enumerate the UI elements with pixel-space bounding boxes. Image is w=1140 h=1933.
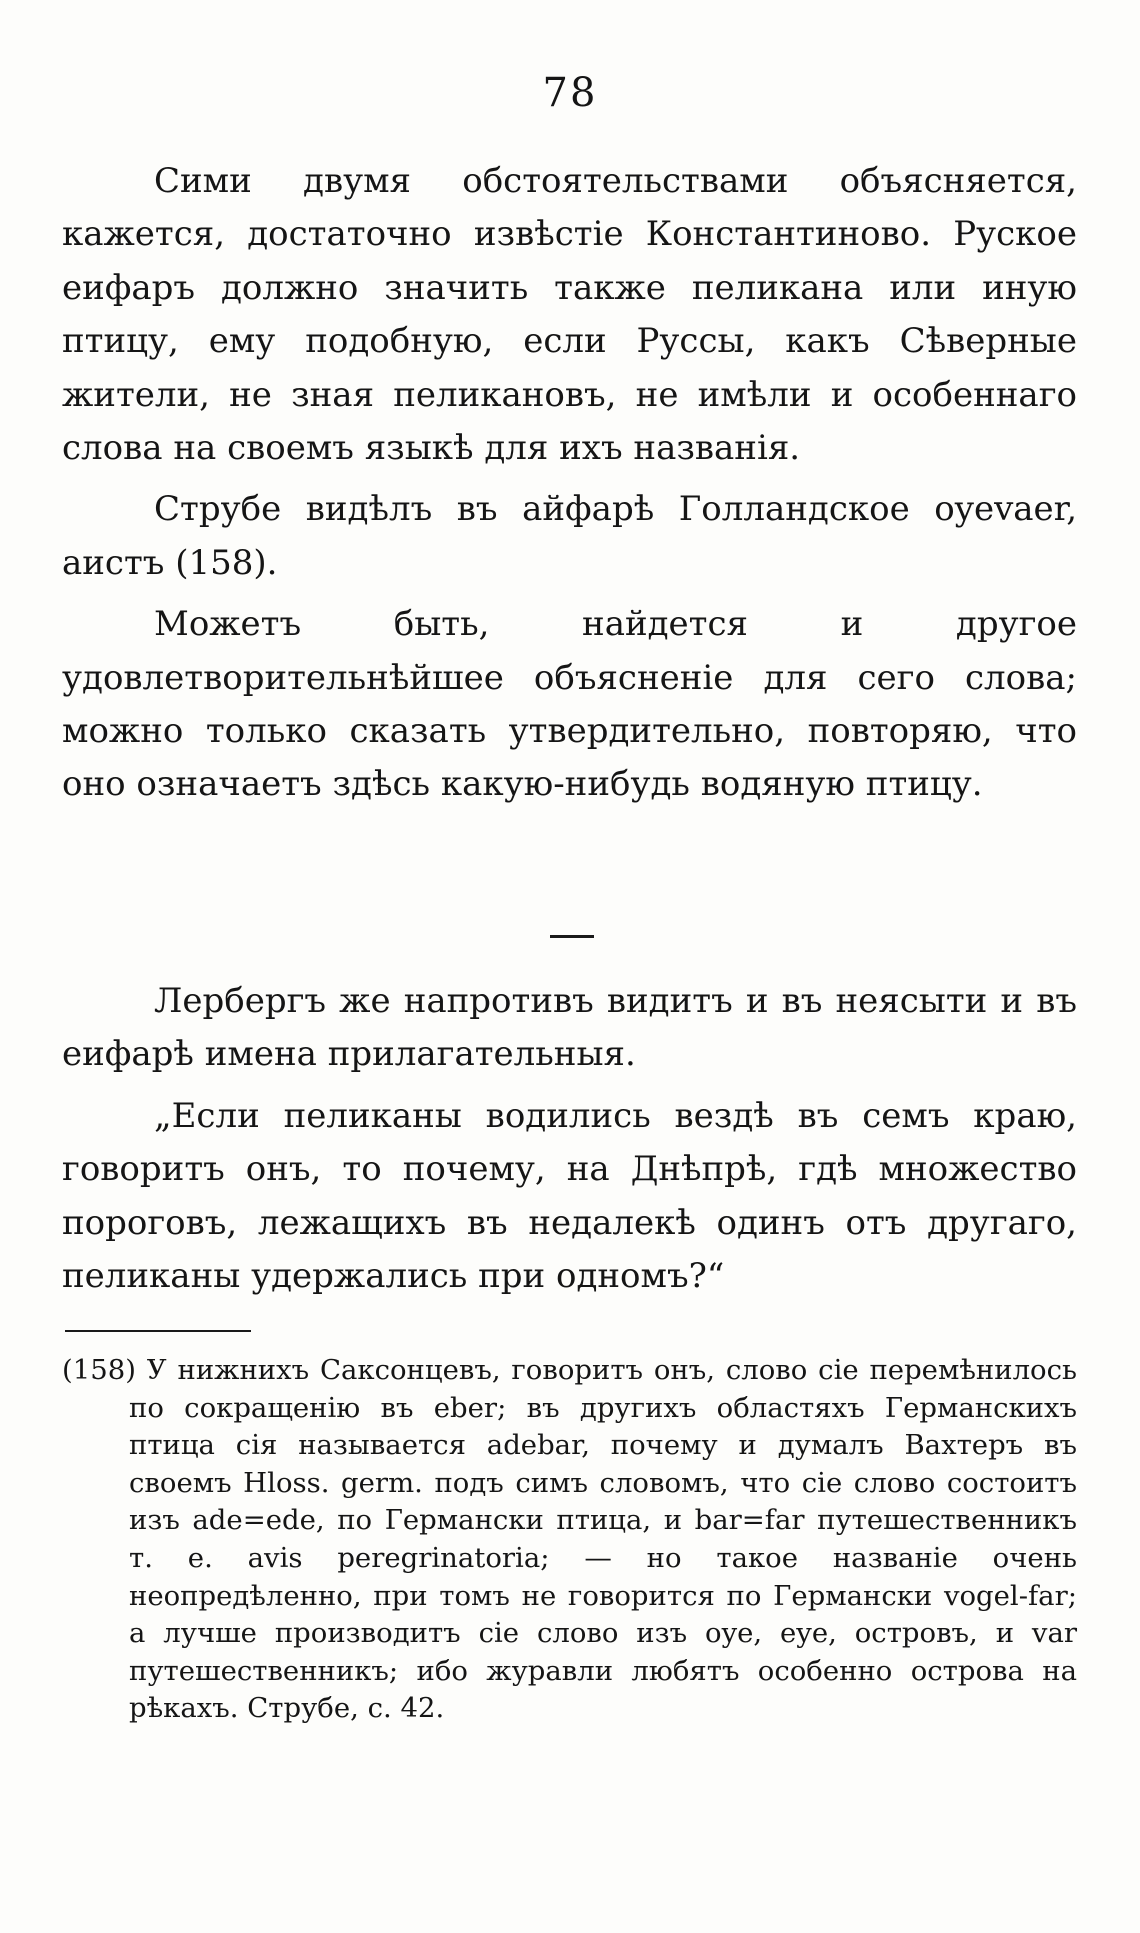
paragraph-3: Можетъ быть, найдется и другое удовлетворительнѣйшее объясненіе для сего слова; можно только сказать утвердительно, повторяю, что оно означаетъ здѣсь какую-нибудь водяную птицу. bbox=[62, 604, 1077, 805]
paragraph-1: Сими двумя обстоятельствами объясняется, кажется, достаточно извѣстіе Константиново. Руское еифаръ должно значить также пеликана или иную птицу, ему подобную, если Руссы, какъ Сѣверные жители, не зная пеликановъ, не имѣли и особеннаго слова на своемъ языкѣ для ихъ названія. bbox=[62, 161, 1077, 469]
section-divider bbox=[550, 935, 594, 938]
footnote-text: (158) У нижнихъ Саксонцевъ, говоритъ онъ, слово сіе перемѣнилось по сокращенію въ eber; въ другихъ областяхъ Германскихъ птица сія называется adebar, почему и думалъ Вахтеръ въ своемъ Hloss. germ. подъ симъ словомъ, что сіе слово состоитъ изъ ade=ede, по Германски птица, и bar=far путешественникъ т. е. avis peregrinatoria; — но такое названіе очень неопредѣленно, при томъ не говорится по Германски vogel-far; а лучше производитъ сіе слово изъ oye, eye, островъ, и var путешественникъ; ибо журавли любятъ особенно острова на рѣкахъ. Струбе, с. 42. bbox=[62, 1354, 1077, 1725]
page-number: 78 bbox=[542, 70, 598, 116]
paragraph-5: „Если пеликаны водились вездѣ въ семъ краю, говоритъ онъ, то почему, на Днѣпрѣ, гдѣ множество пороговъ, лежащихъ въ недалекѣ одинъ отъ другаго, пеликаны удержались при одномъ?“ bbox=[62, 1095, 1077, 1297]
footnote bbox=[62, 1352, 1077, 1728]
main-text-block bbox=[62, 155, 1077, 812]
paragraph-2: Струбе видѣлъ въ айфарѣ Голландское oyevaer, аистъ (158). bbox=[62, 489, 1077, 583]
paragraph-4: Лербергъ же напротивъ видитъ и въ неясыти и въ еифарѣ имена прилагательныя. bbox=[62, 981, 1077, 1075]
footnote-rule bbox=[65, 1330, 251, 1332]
main-text-block-2 bbox=[62, 975, 1077, 1303]
